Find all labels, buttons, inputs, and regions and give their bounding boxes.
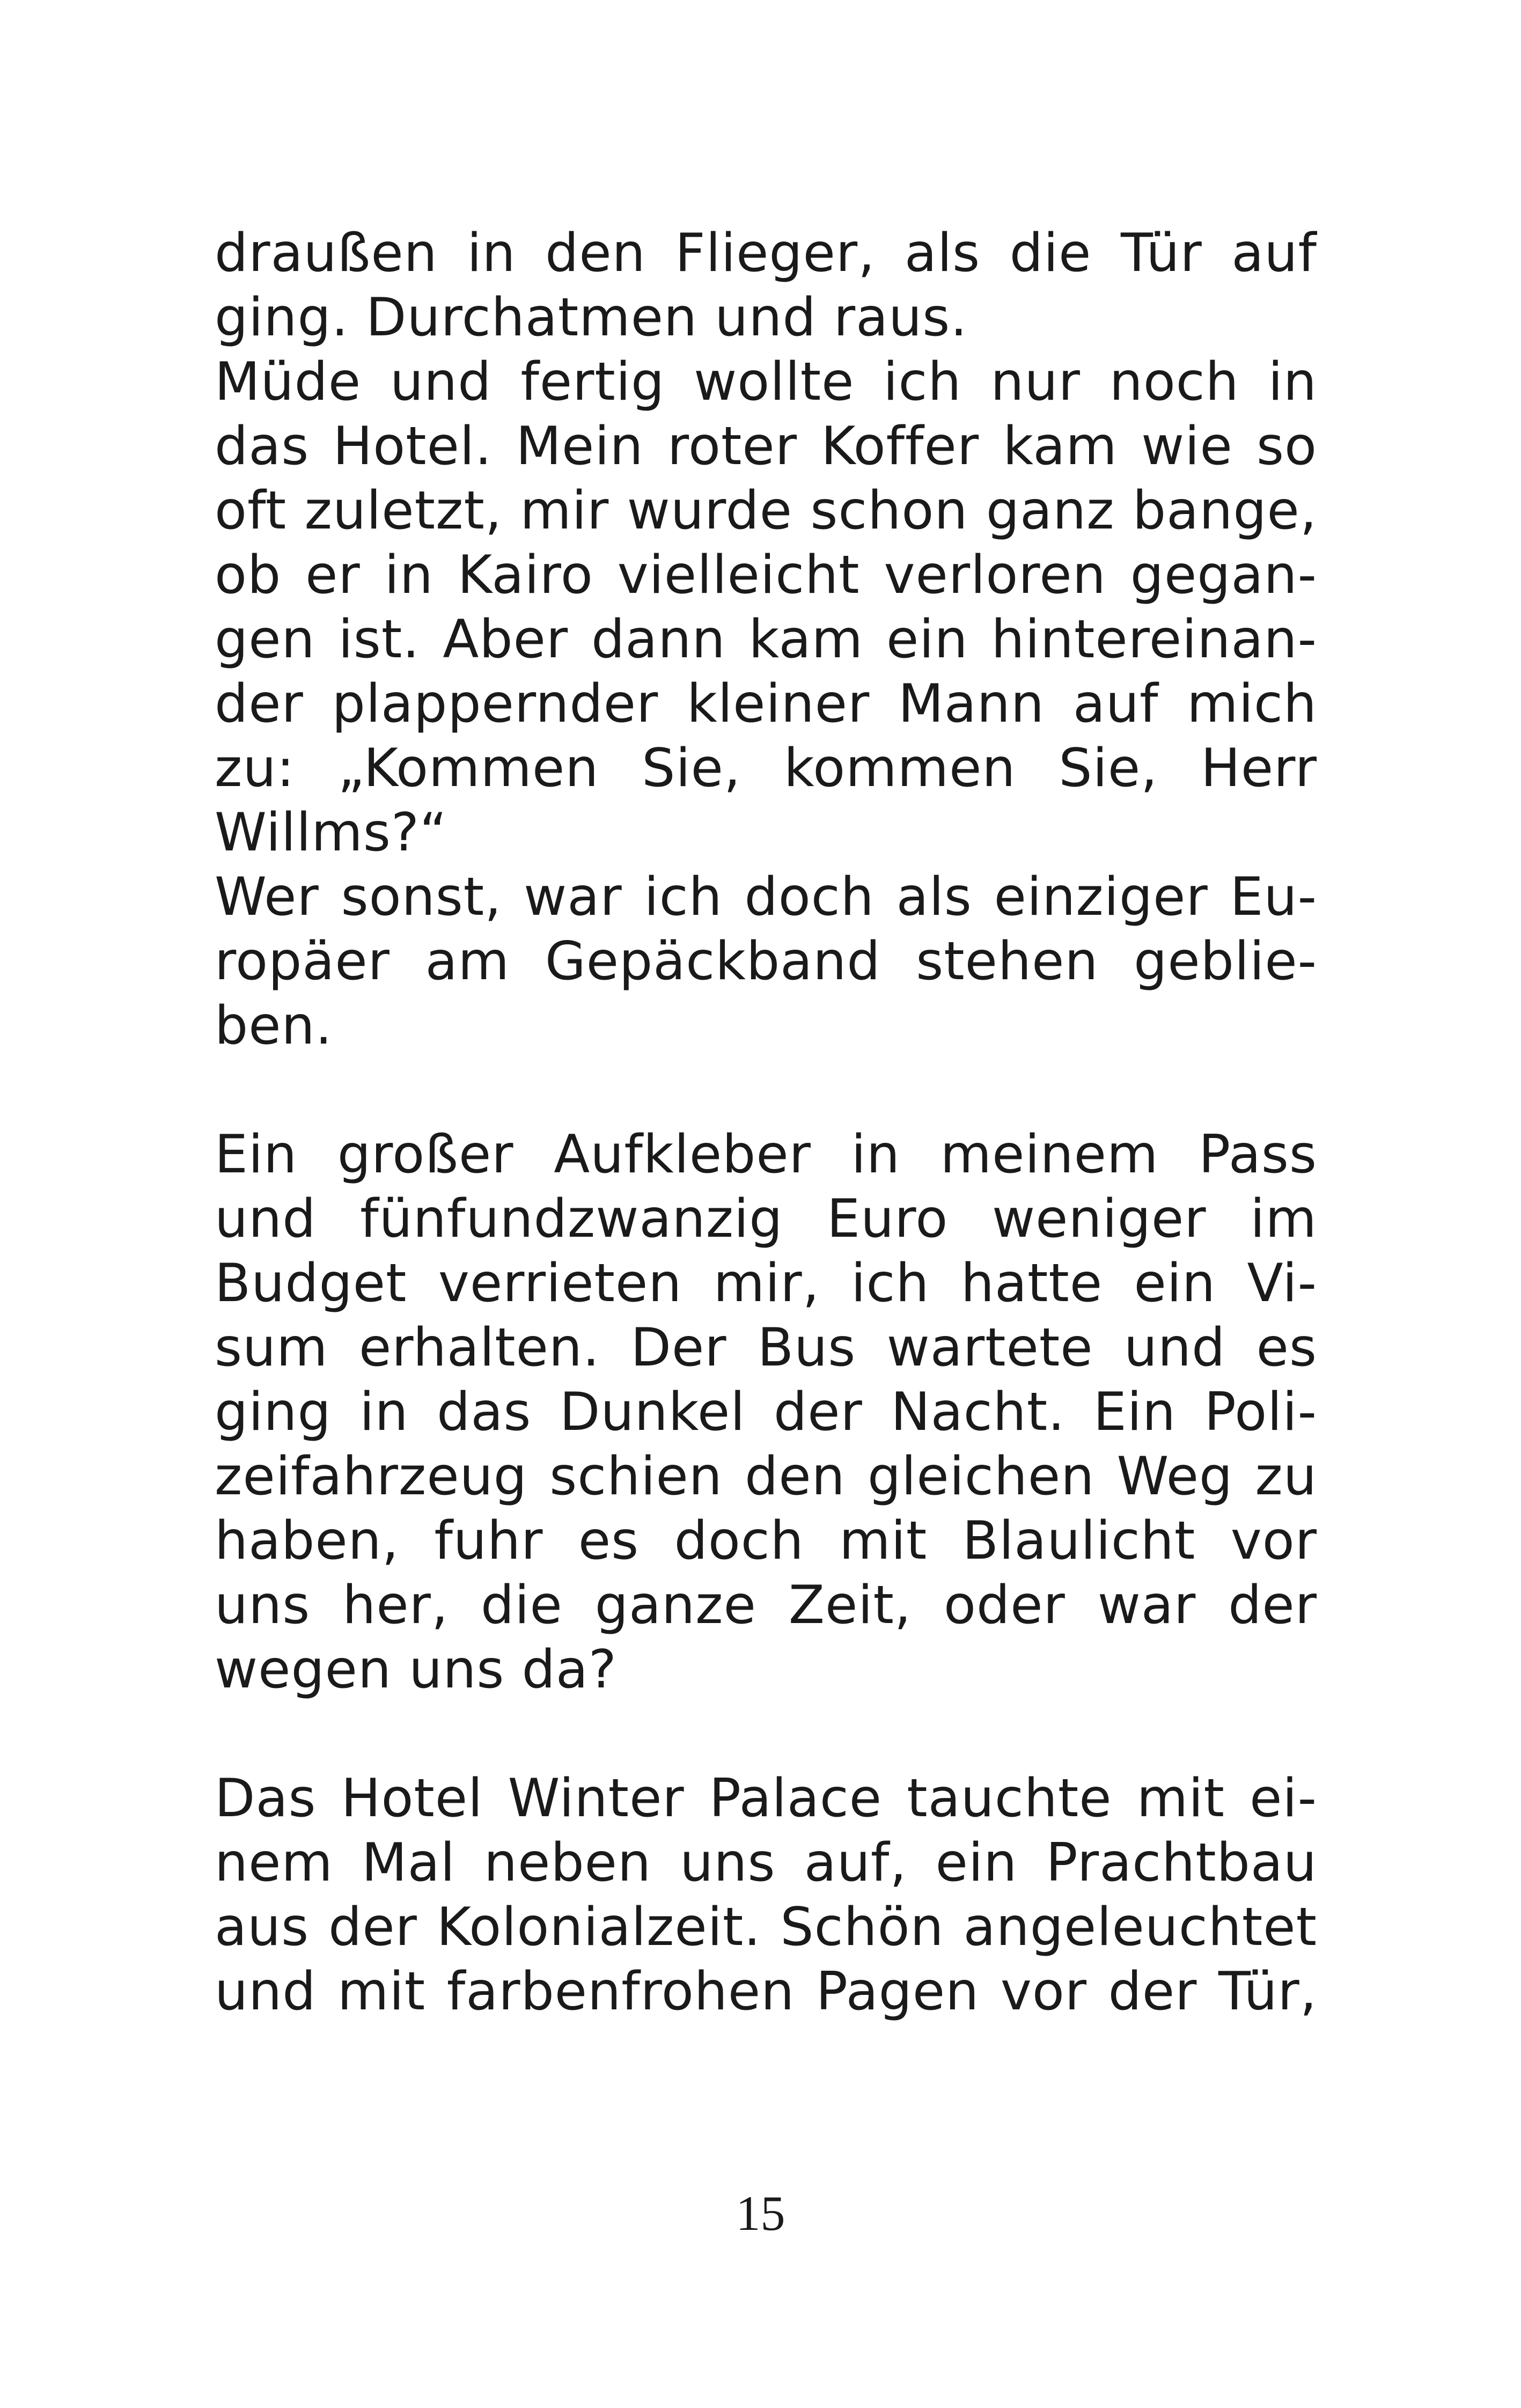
text-line: ob er in Kairo vielleicht verloren gegan-	[215, 545, 1317, 606]
text-line: zeifahrzeug schien den gleichen Weg zu	[215, 1446, 1317, 1507]
text-line: gen ist. Aber dann kam ein hintereinan-	[215, 609, 1317, 670]
text-line: Budget verrieten mir, ich hatte ein Vi-	[215, 1253, 1317, 1314]
text-line: Willms?“	[215, 802, 447, 863]
paragraph	[215, 1122, 1317, 1702]
paragraph	[215, 221, 1317, 350]
text-line: uns her, die ganze Zeit, oder war der	[215, 1575, 1317, 1636]
text-line: wegen uns da?	[215, 1639, 617, 1700]
text-line: Das Hotel Winter Palace tauchte mit ei-	[215, 1768, 1317, 1829]
text-line: zu: „Kommen Sie, kommen Sie, Herr	[215, 738, 1317, 799]
paragraph	[215, 1766, 1317, 2024]
text-line: ging in das Dunkel der Nacht. Ein Poli-	[215, 1382, 1317, 1443]
text-line: ging. Durchatmen und raus.	[215, 287, 968, 348]
text-line: der plappernder kleiner Mann auf mich	[215, 673, 1317, 735]
paragraph	[215, 865, 1317, 1058]
text-line: Ein großer Aufkleber in meinem Pass	[215, 1124, 1317, 1185]
text-line: und mit farbenfrohen Pagen vor der Tür,	[215, 1961, 1317, 2022]
text-line: und fünfundzwanzig Euro weniger im	[215, 1188, 1317, 1250]
text-line: ben.	[215, 995, 333, 1056]
text-line: sum erhalten. Der Bus wartete und es	[215, 1317, 1317, 1378]
text-line: aus der Kolonialzeit. Schön angeleuchtet	[215, 1897, 1317, 1958]
text-line: haben, fuhr es doch mit Blaulicht vor	[215, 1510, 1317, 1572]
text-line: draußen in den Flieger, als die Tür auf	[215, 223, 1317, 284]
body-text	[215, 221, 1317, 2024]
text-line: das Hotel. Mein roter Koffer kam wie so	[215, 416, 1317, 477]
text-line: oft zuletzt, mir wurde schon ganz bange,	[215, 480, 1317, 541]
paragraph	[215, 350, 1317, 865]
text-line: Wer sonst, war ich doch als einziger Eu-	[215, 867, 1317, 928]
page-number: 15	[736, 2186, 785, 2241]
text-line: ropäer am Gepäckband stehen geblie-	[215, 931, 1317, 992]
text-line: Müde und fertig wollte ich nur noch in	[215, 351, 1317, 413]
text-line: nem Mal neben uns auf, ein Prachtbau	[215, 1832, 1317, 1893]
